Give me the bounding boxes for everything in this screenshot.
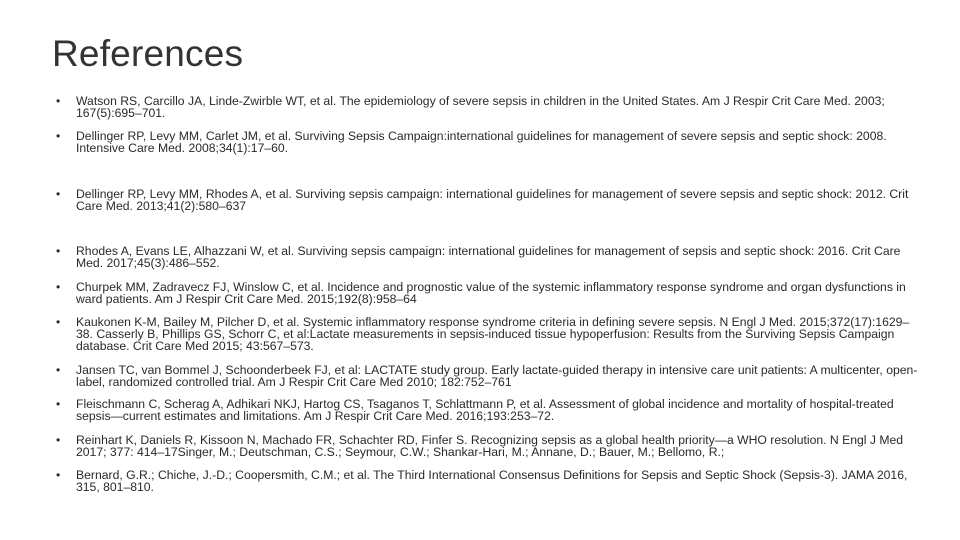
reference-item — [56, 434, 926, 458]
reference-item — [56, 188, 926, 212]
reference-item — [56, 245, 926, 269]
bullet-icon: • — [56, 94, 61, 108]
bullet-icon: • — [56, 244, 61, 258]
reference-item — [56, 469, 926, 493]
reference-text: Fleischmann C, Scherag A, Adhikari NKJ, Hartog CS, Tsaganos T, Schlattmann P, et al. Assessment of global incidence and mortality of hospital-treated sepsis—current estimates and limitations. Am J Respir Crit Care Med. 2016;193:253–72. — [76, 397, 894, 423]
reference-text: Rhodes A, Evans LE, Alhazzani W, et al. Surviving sepsis campaign: international guidelines for management of sepsis and septic shock: 2016. Crit Care Med. 2017;45(3):486–552. — [76, 244, 901, 270]
reference-text: Dellinger RP, Levy MM, Carlet JM, et al. Surviving Sepsis Campaign:international guidelines for management of severe sepsis and septic shock: 2008. Intensive Care Med. 2008;34(1):17–60. — [76, 129, 887, 155]
bullet-icon: • — [56, 397, 61, 411]
reference-item — [56, 281, 926, 305]
bullet-icon: • — [56, 363, 61, 377]
bullet-icon: • — [56, 280, 61, 294]
reference-item — [56, 398, 926, 422]
reference-text: Churpek MM, Zadravecz FJ, Winslow C, et al. Incidence and prognostic value of the systemic inflammatory response syndrome and organ dysfunctions in ward patients. Am J Respir Crit Care Med. 2015;192(8):958–64 — [76, 280, 906, 306]
reference-item — [56, 130, 926, 154]
reference-text: Dellinger RP, Levy MM, Rhodes A, et al. Surviving sepsis campaign: international guidelines for management of severe sepsis and septic shock: 2012. Crit Care Med. 2013;41(2):580–637 — [76, 187, 909, 213]
bullet-icon: • — [56, 468, 61, 482]
reference-text: Reinhart K, Daniels R, Kissoon N, Machado FR, Schachter RD, Finfer S. Recognizing sepsis as a global health priority—a WHO resolution. N Engl J Med 2017; 377: 414–17Singer, M.; Deutschman, C.S.; Seymour, C.W.; Shankar-Hari, M.; Annane, D.; Bauer, M.; Bellomo, R.; — [76, 433, 904, 459]
bullet-icon: • — [56, 187, 61, 201]
bullet-icon: • — [56, 433, 61, 447]
reference-text: Bernard, G.R.; Chiche, J.-D.; Coopersmith, C.M.; et al. The Third International Consensus Definitions for Sepsis and Septic Shock (Sepsis-3). JAMA 2016, 315, 801–810. — [76, 468, 908, 494]
reference-item — [56, 95, 926, 119]
reference-text: Kaukonen K-M, Bailey M, Pilcher D, et al. Systemic inflammatory response syndrome criteria in defining severe sepsis. N Engl J Med. 2015;372(17):1629–38. Casserly B, Phillips GS, Schorr C, et al:Lactate measurements in sepsis-induced tissue hypoperfusion: Results from the Surviving Sepsis Campaign database. Crit Care Med 2015; 43:567–573. — [76, 315, 910, 353]
reference-text: Watson RS, Carcillo JA, Linde-Zwirble WT, et al. The epidemiology of severe sepsis in children in the United States. Am J Respir Crit Care Med. 2003; 167(5):695–701. — [76, 94, 885, 120]
reference-item — [56, 364, 926, 388]
bullet-icon: • — [56, 315, 61, 329]
bullet-icon: • — [56, 129, 61, 143]
reference-item — [56, 316, 926, 352]
slide-title: References — [52, 33, 244, 74]
reference-text: Jansen TC, van Bommel J, Schoonderbeek FJ, et al: LACTATE study group. Early lactate-guided therapy in intensive care unit patients: A multicenter, open-label, randomized controlled trial. Am J Respir Crit Care Med 2010; 182:752–761 — [76, 363, 918, 389]
